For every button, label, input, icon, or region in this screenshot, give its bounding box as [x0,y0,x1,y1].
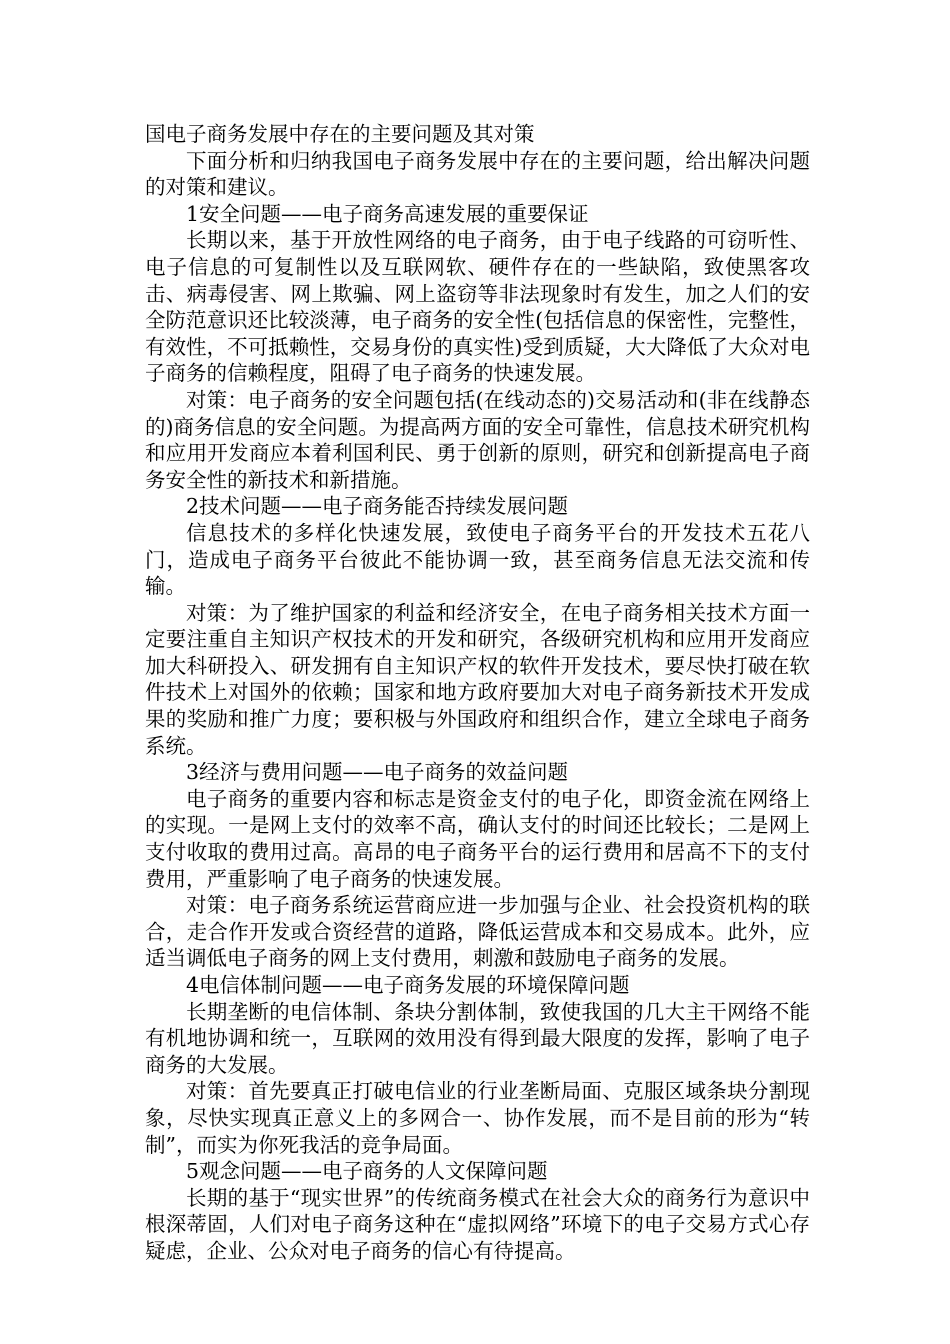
section-problem-concept: 长期的基于“现实世界”的传统商务模式在社会大众的商务行为意识中根深蒂固，人们对电子商务这种在“虚拟网络”环境下的电子交易方式心存疑虑，企业、公众对电子商务的信心有待提高。 [145,1185,810,1263]
section-heading-concept: 5观念问题——电子商务的人文保障问题 [186,1159,548,1184]
section-heading-technology: 2技术问题——电子商务能否持续发展问题 [186,494,569,519]
section-heading-economy: 3经济与费用问题——电子商务的效益问题 [186,760,569,785]
section-heading-telecom: 4电信体制问题——电子商务发展的环境保障问题 [186,973,630,997]
section-heading-security: 1安全问题——电子商务高速发展的重要保证 [186,201,589,226]
section-problem-telecom: 长期垄断的电信体制、条块分割体制，致使我国的几大主干网络不能有机地协调和统一，互联网的效用没有得到最大限度的发挥，影响了电子商务的大发展。 [145,999,810,1077]
section-solution-security: 对策：电子商务的安全问题包括(在线动态的)交易活动和(非在线静态的)商务信息的安全问题。为提高两方面的安全可靠性，信息技术研究机构和应用开发商应本着利国利民、勇于创新的原则，研究和创新提高电子商务安全性的新技术和新措施。 [145,387,810,492]
intro-paragraph: 下面分析和归纳我国电子商务发展中存在的主要问题，给出解决问题的对策和建议。 [145,148,810,200]
section-solution-economy: 对策：电子商务系统运营商应进一步加强与企业、社会投资机构的联合，走合作开发或合资经营的道路，降低运营成本和交易成本。此外，应适当调低电子商务的网上支付费用，刺激和鼓励电子商务的发展。 [145,893,810,971]
section-solution-telecom: 对策：首先要真正打破电信业的行业垄断局面、克服区域条块分割现象，尽快实现真正意义上的多网合一、协作发展，而不是目前的形为“转制”，而实为你死我活的竞争局面。 [145,1079,810,1157]
document-body [145,121,810,1265]
section-problem-security: 长期以来，基于开放性网络的电子商务，由于电子线路的可窃听性、电子信息的可复制性以及互联网软、硬件存在的一些缺陷，致使黑客攻击、病毒侵害、网上欺骗、网上盗窃等非法现象时有发生，加之人们的安全防范意识还比较淡薄，电子商务的安全性(包括信息的保密性，完整性，有效性，不可抵赖性，交易身份的真实性)受到质疑，大大降低了大众对电子商务的信赖程度，阻碍了电子商务的快速发展。 [145,228,810,386]
section-problem-economy: 电子商务的重要内容和标志是资金支付的电子化，即资金流在网络上的实现。一是网上支付的效率不高，确认支付的时间还比较长；二是网上支付收取的费用过高。高昂的电子商务平台的运行费用和居高不下的支付费用，严重影响了电子商务的快速发展。 [145,786,810,891]
document-title: 国电子商务发展中存在的主要问题及其对策 [145,122,535,146]
section-problem-technology: 信息技术的多样化快速发展，致使电子商务平台的开发技术五花八门，造成电子商务平台彼此不能协调一致，甚至商务信息无法交流和传输。 [145,520,810,599]
section-solution-technology: 对策：为了维护国家的利益和经济安全，在电子商务相关技术方面一定要注重自主知识产权技术的开发和研究，各级研究机构和应用开发商应加大科研投入、研发拥有自主知识产权的软件开发技术，要尽快打破在软件技术上对国外的依赖；国家和地方政府要加大对电子商务新技术开发成果的奖励和推广力度；要积极与外国政府和组织合作，建立全球电子商务系统。 [145,600,810,758]
